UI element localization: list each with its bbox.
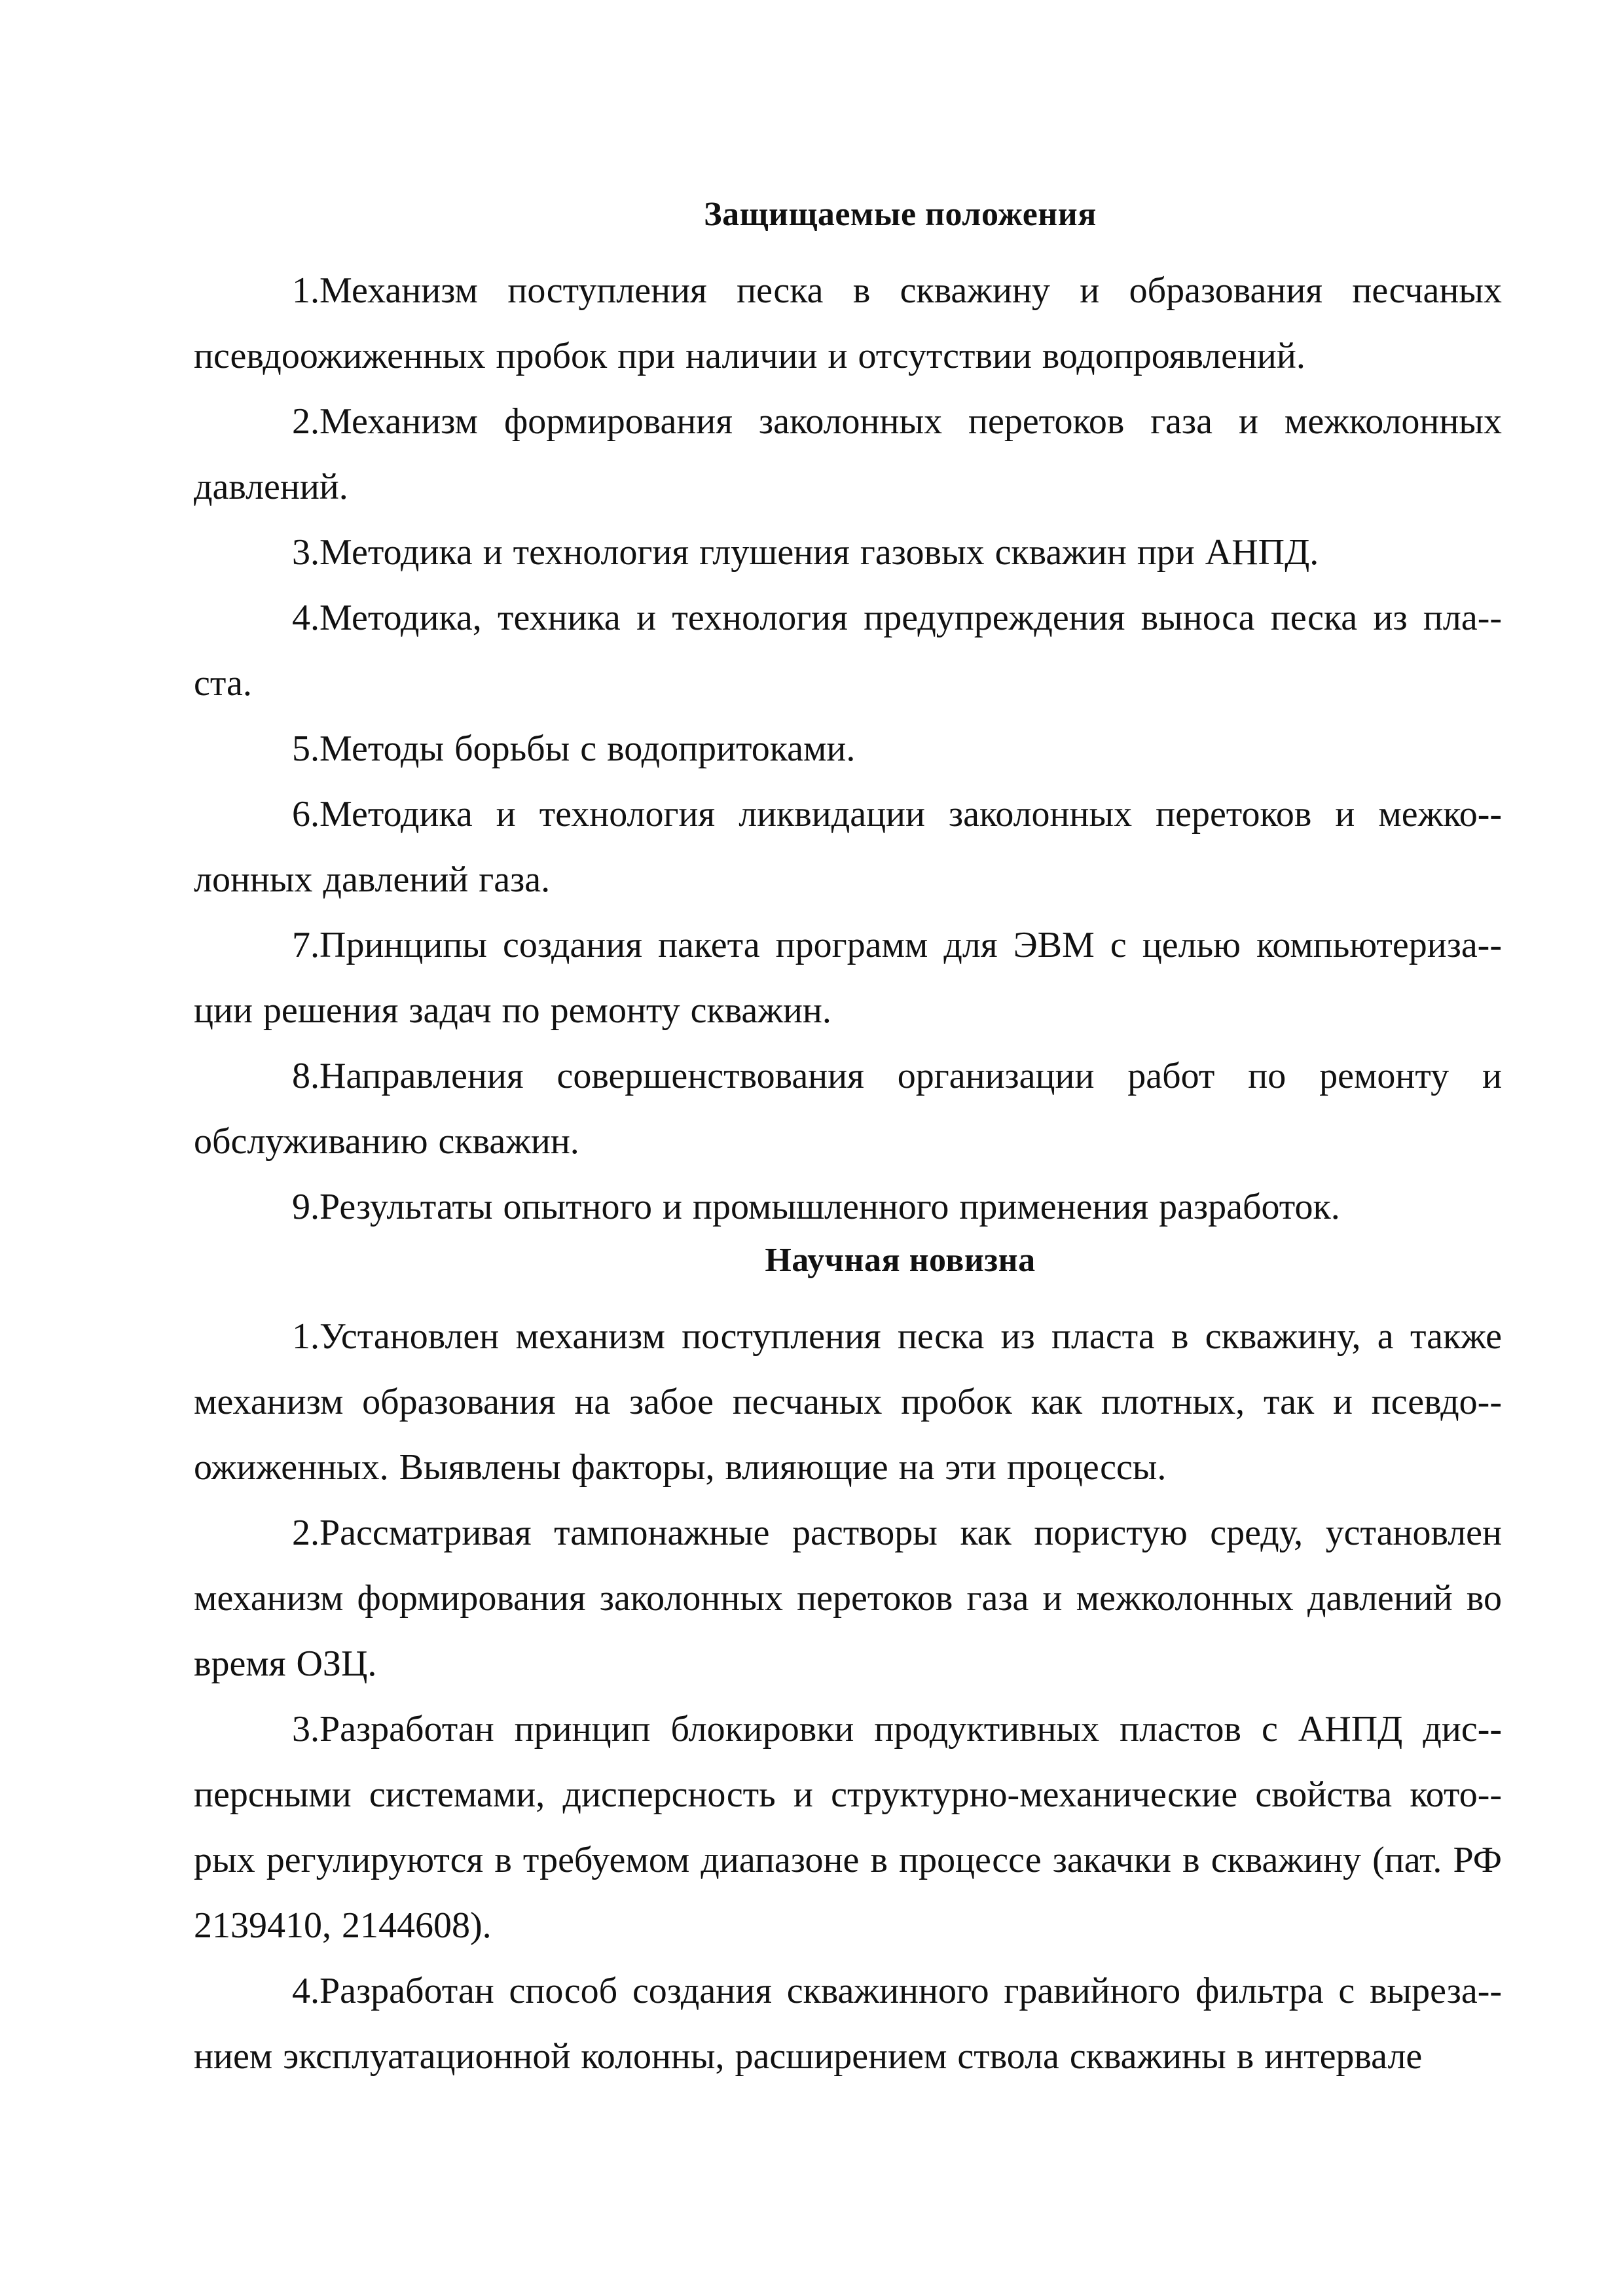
page-content <box>194 194 1502 2089</box>
defended-provision-2: 2.Механизм формирования заколонных перетоков газа и межколонных давлений. <box>194 401 1502 507</box>
defended-provision-4: 4.Методика, техника и технология предупреждения выноса песка из пла-ста. <box>194 598 1502 704</box>
novelty-item-2: 2.Рассматривая тампонажные растворы как пористую среду, установлен механизм формирования заколонных перетоков газа и межколонных давлений во время ОЗЦ. <box>194 1513 1502 1684</box>
defended-provision-6: 6.Методика и технология ликвидации заколонных перетоков и межко-лонных давлений газа. <box>194 794 1502 900</box>
novelty-item-3: 3.Разработан принцип блокировки продуктивных пластов с АНПД дис-персными системами, дисперсность и структурно-механические свойства кото-рых регулируются в требуемом диапазоне в процессе закачки в скважину (пат. РФ 2139410, 2144608). <box>194 1709 1502 1946</box>
defended-provision-3: 3.Методика и технология глушения газовых скважин при АНПД. <box>292 532 1319 573</box>
defended-provision-8: 8.Направления совершенствования организации работ по ремонту и обслуживанию скважин. <box>194 1056 1502 1162</box>
defended-provision-5: 5.Методы борьбы с водопритоками. <box>292 728 856 769</box>
novelty-item-4: 4.Разработан способ создания скважинного гравийного фильтра с выреза-нием эксплуатационной колонны, расширением ствола скважины в интервале <box>194 1971 1502 2077</box>
defended-provision-7: 7.Принципы создания пакета программ для ЭВМ с целью компьютериза-ции решения задач по ремонту скважин. <box>194 925 1502 1031</box>
defended-provision-1: 1.Механизм поступления песка в скважину и образования песчаных псевдоожиженных пробок при наличии и отсутствии водопроявлений. <box>194 270 1502 376</box>
novelty-item-1: 1.Установлен механизм поступления песка из пласта в скважину, а также механизм образования на забое песчаных пробок как плотных, так и псевдо-ожиженных. Выявлены факторы, влияющие на эти процессы. <box>194 1316 1502 1488</box>
section-heading-scientific-novelty: Научная новизна <box>765 1242 1036 1279</box>
section-heading-defended-provisions: Защищаемые положения <box>704 196 1097 233</box>
defended-provision-9: 9.Результаты опытного и промышленного применения разработок. <box>292 1187 1340 1227</box>
